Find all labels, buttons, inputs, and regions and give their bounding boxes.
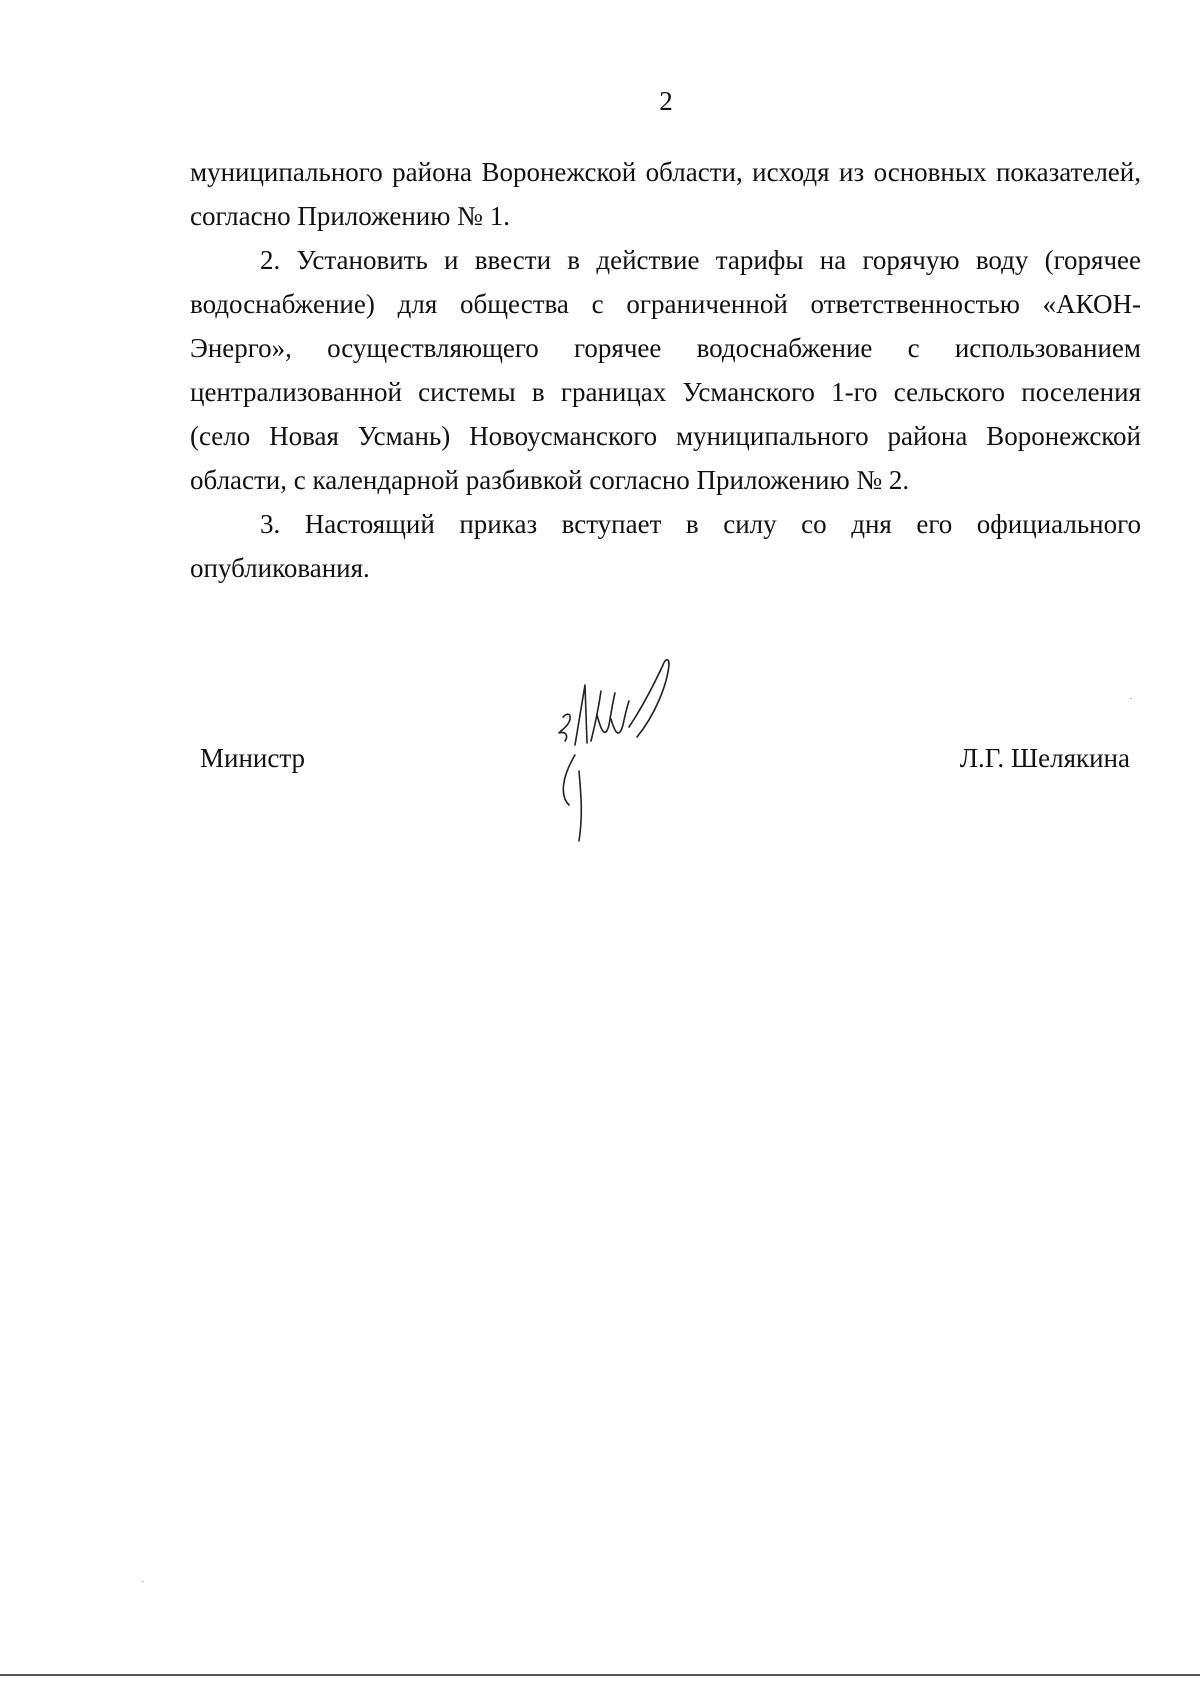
document-body bbox=[190, 150, 1141, 590]
page-number: 2 bbox=[659, 86, 673, 116]
scan-speck bbox=[1130, 698, 1132, 699]
paragraph-item-3: 3. Настоящий приказ вступает в силу со дня его официального опубликования. bbox=[190, 509, 1141, 583]
signatory-title: Министр bbox=[200, 743, 305, 773]
signatory-name: Л.Г. Шелякина bbox=[959, 743, 1130, 773]
scan-speck bbox=[142, 1581, 144, 1582]
signature-block bbox=[200, 740, 1130, 780]
paragraph-continuation: муниципального района Воронежской области, исходя из основных показателей, согласно Приложению № 1. bbox=[190, 157, 1141, 231]
scan-edge-line bbox=[0, 1674, 1200, 1676]
paragraph-item-2: 2. Установить и ввести в действие тарифы на горячую воду (горячее водоснабжение) для общества с ограниченной ответственностью «АКОН-Энерго», осуществляющего горячее водоснабжение с использованием централизованной системы в границах Усманского 1-го сельского поселения (село Новая Усмань) Новоусманского муниципального района Воронежской области, с календарной разбивкой согласно Приложению № 2. bbox=[190, 245, 1141, 495]
